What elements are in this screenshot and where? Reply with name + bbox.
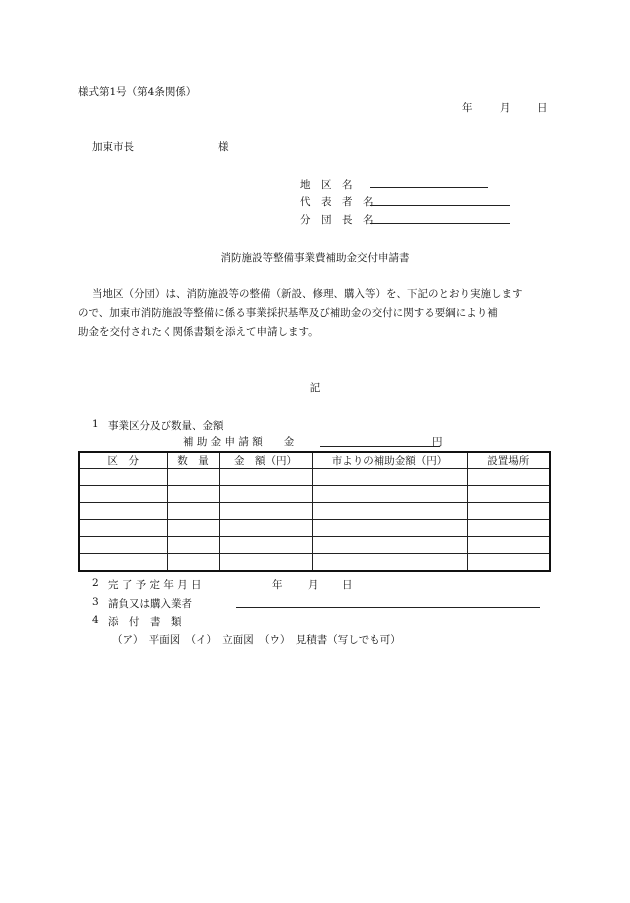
header-quantity: 数 量 [167, 452, 219, 469]
table-cell[interactable] [312, 537, 467, 554]
table-cell[interactable] [79, 503, 167, 520]
date-day: 日 [537, 102, 548, 114]
addressee-honorific: 様 [218, 141, 229, 153]
date-month: 月 [500, 102, 511, 114]
table-cell[interactable] [312, 486, 467, 503]
representative-field[interactable] [370, 205, 510, 206]
district-field[interactable] [370, 187, 488, 188]
table-cell[interactable] [467, 469, 550, 486]
table-cell[interactable] [219, 503, 312, 520]
contractor-field[interactable] [236, 607, 540, 608]
table-cell[interactable] [312, 469, 467, 486]
table-cell[interactable] [79, 520, 167, 537]
body-line-3: 助金を交付されたく関係書類を添えて申請します。 [78, 326, 319, 338]
table-cell[interactable] [467, 537, 550, 554]
section4-label: 添 付 書 類 [108, 616, 182, 628]
table-row [79, 554, 550, 572]
body-line-2: ので、加東市消防施設等整備に係る事業採択基準及び補助金の交付に関する要綱により補 [78, 307, 498, 319]
table-row [79, 486, 550, 503]
table-cell[interactable] [467, 486, 550, 503]
table-cell[interactable] [79, 486, 167, 503]
table-cell[interactable] [167, 520, 219, 537]
table-row [79, 469, 550, 486]
table-row [79, 537, 550, 554]
body-line-1: 当地区（分団）は、消防施設等の整備（新設、修理、購入等）を、下記のとおり実施します [92, 288, 523, 300]
amount-field[interactable] [320, 446, 440, 447]
completion-year: 年 [272, 579, 283, 591]
table-cell[interactable] [167, 503, 219, 520]
table-cell[interactable] [312, 520, 467, 537]
table-cell[interactable] [219, 469, 312, 486]
table-cell[interactable] [467, 503, 550, 520]
table-cell[interactable] [219, 486, 312, 503]
header-category: 区 分 [79, 452, 167, 469]
table-cell[interactable] [79, 537, 167, 554]
attachment-list: （ア） 平面図 （イ） 立面図 （ウ） 見積書（写しでも可） [112, 634, 401, 646]
header-location: 設置場所 [467, 452, 550, 469]
table-cell[interactable] [219, 520, 312, 537]
header-city-subsidy: 市よりの補助金額（円） [312, 452, 467, 469]
document-title: 消防施設等整備事業費補助金交付申請書 [220, 252, 410, 264]
table-cell[interactable] [219, 537, 312, 554]
form-id: 様式第1号（第4条関係） [78, 86, 197, 98]
section4-number: 4 [92, 614, 99, 626]
date-year: 年 [462, 102, 473, 114]
amount-label: 補 助 金 申 請 額 金 [183, 436, 295, 448]
district-label: 地 区 名 [300, 179, 353, 191]
table-cell[interactable] [167, 486, 219, 503]
table-cell[interactable] [312, 554, 467, 572]
completion-month: 月 [308, 579, 319, 591]
section1-number: 1 [92, 418, 99, 430]
table-row [79, 503, 550, 520]
branch-head-label: 分 団 長 名 [300, 214, 374, 226]
section3-label: 請負又は購入業者 [108, 598, 192, 610]
table-cell[interactable] [167, 537, 219, 554]
branch-head-field[interactable] [370, 223, 510, 224]
table-cell[interactable] [167, 469, 219, 486]
table-row [79, 520, 550, 537]
table-cell[interactable] [79, 554, 167, 572]
amount-unit: 円 [432, 436, 443, 448]
section3-number: 3 [92, 596, 99, 608]
table-cell[interactable] [312, 503, 467, 520]
ki-heading: 記 [309, 382, 321, 394]
header-amount: 金 額（円） [219, 452, 312, 469]
section1-label: 事業区分及び数量、金額 [108, 420, 224, 432]
section2-label: 完 了 予 定 年 月 日 [108, 579, 202, 591]
completion-day: 日 [342, 579, 353, 591]
table-cell[interactable] [467, 554, 550, 572]
table-cell[interactable] [167, 554, 219, 572]
project-table [78, 451, 551, 572]
representative-label: 代 表 者 名 [300, 196, 374, 208]
table-cell[interactable] [79, 469, 167, 486]
table-cell[interactable] [467, 520, 550, 537]
section2-number: 2 [92, 577, 99, 589]
addressee-name: 加東市長 [92, 141, 134, 153]
table-header-row [79, 452, 550, 469]
table-cell[interactable] [219, 554, 312, 572]
